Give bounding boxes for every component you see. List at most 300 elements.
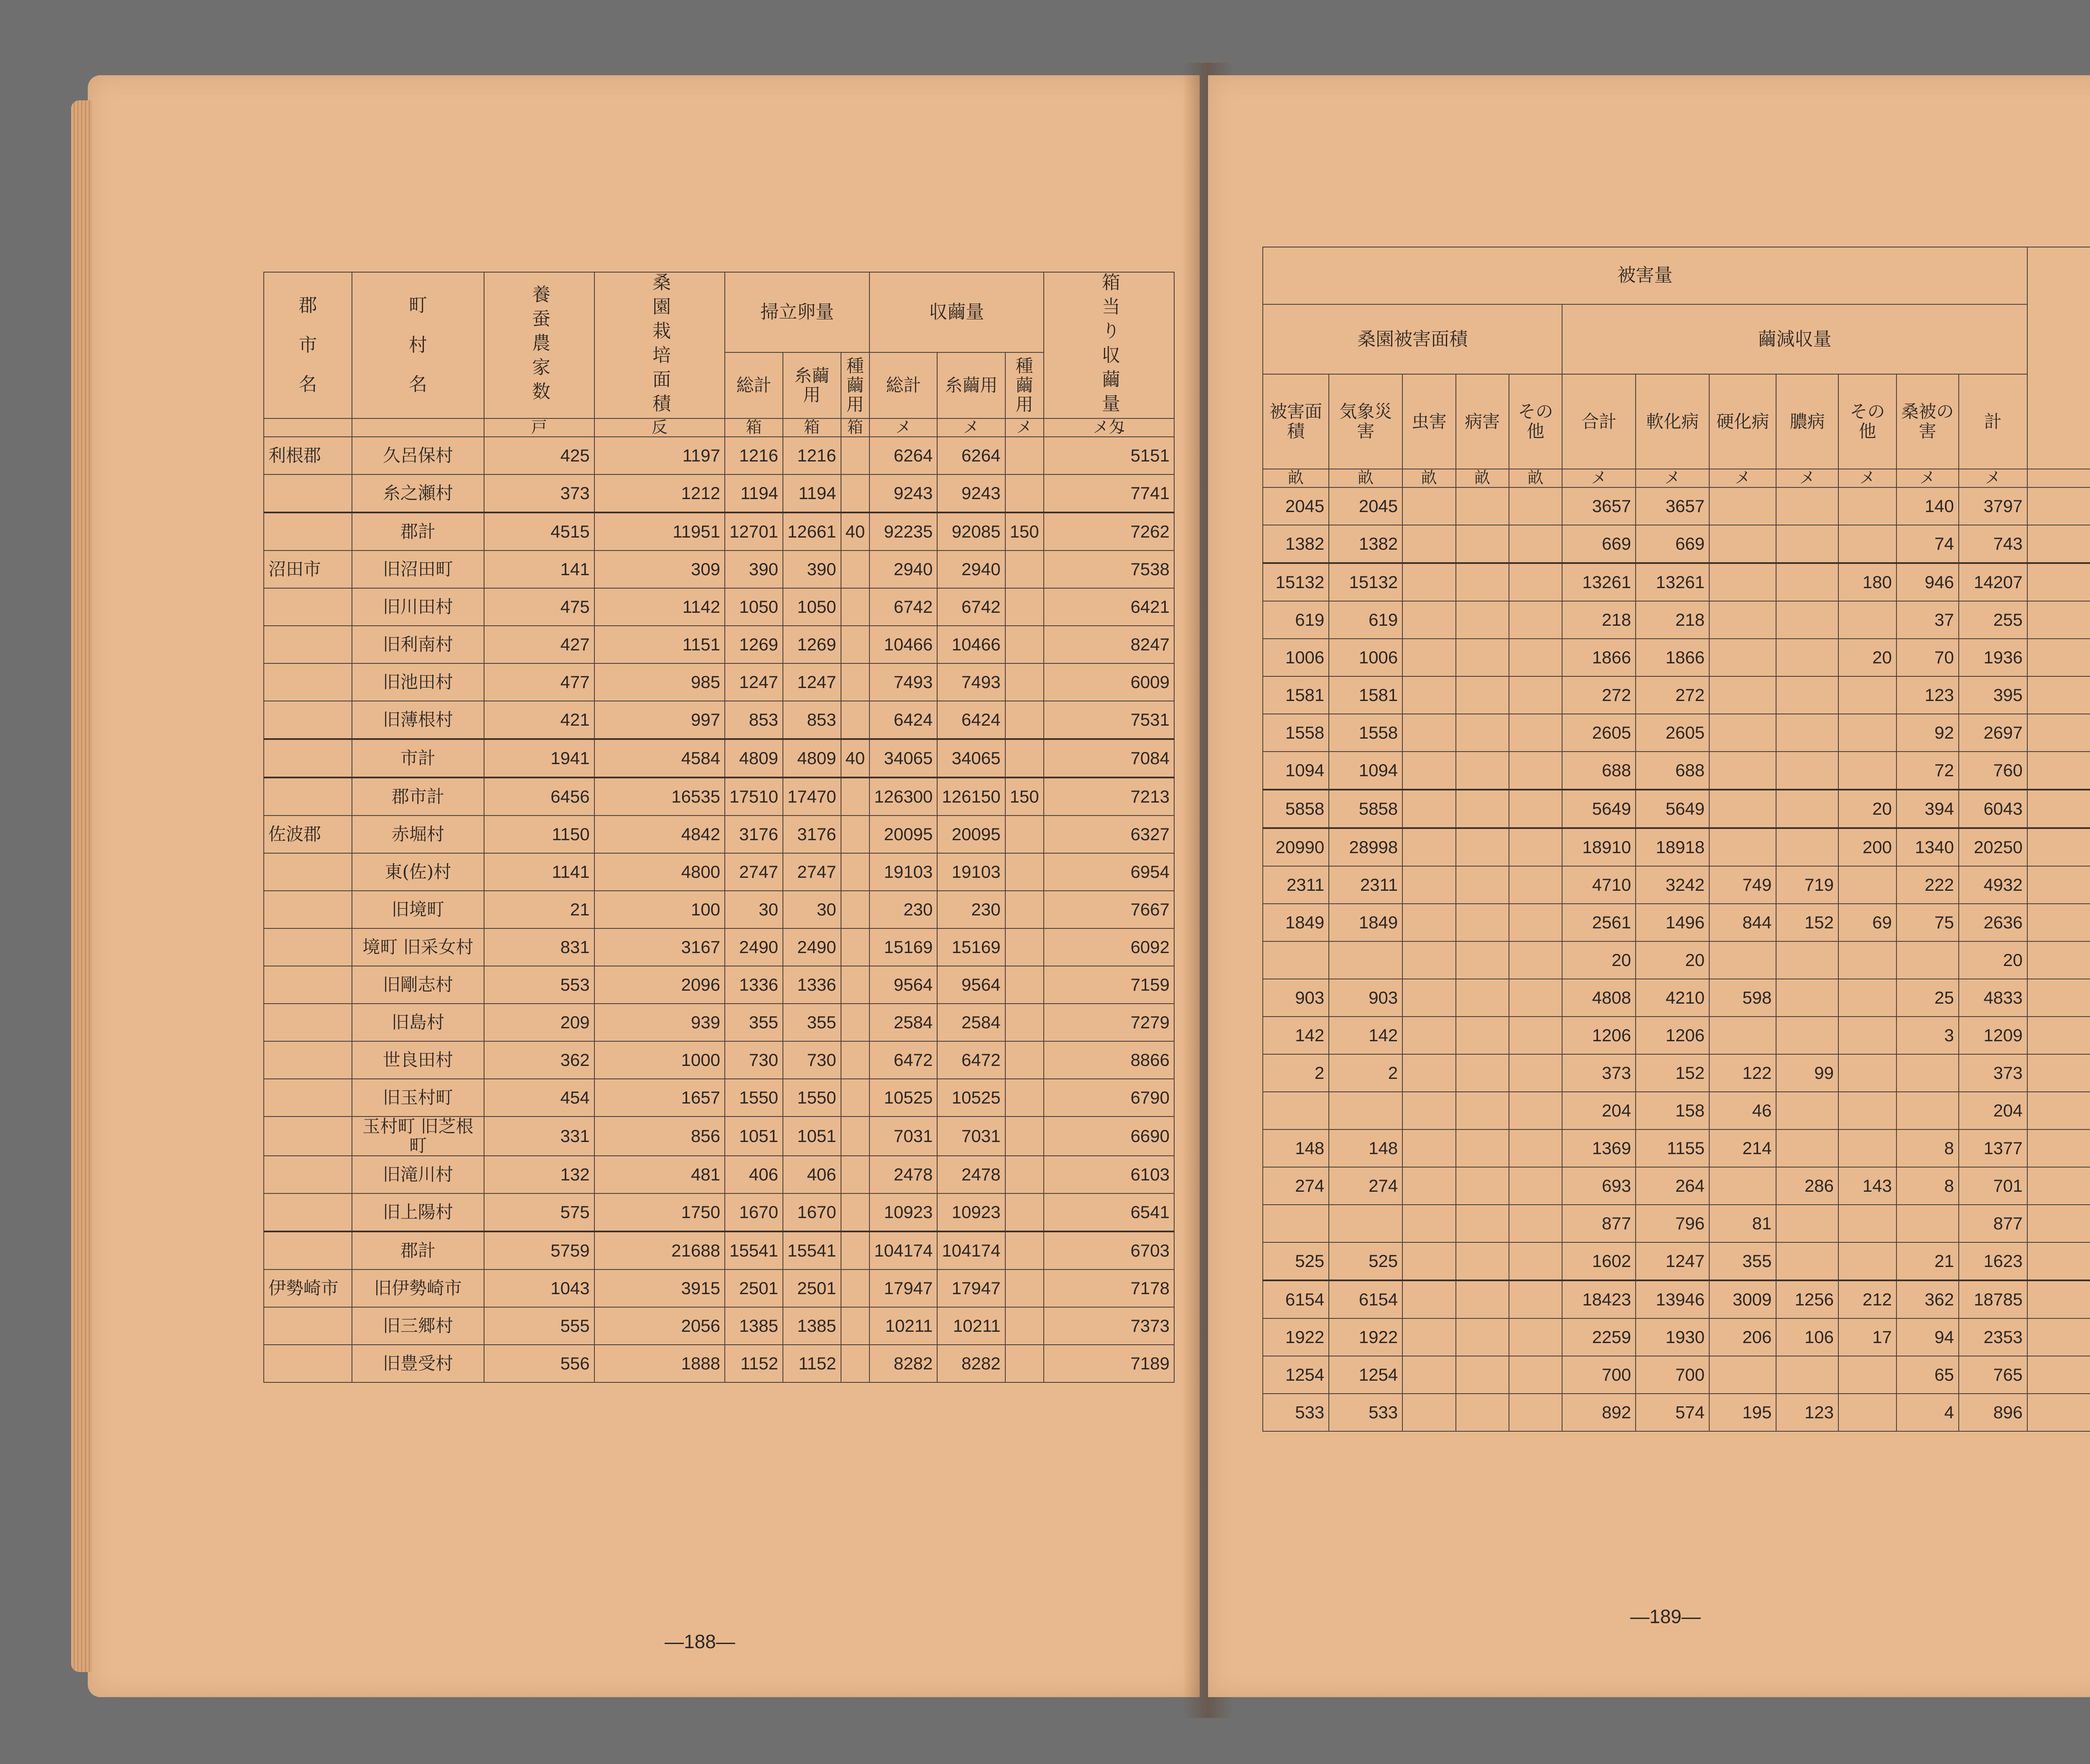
value-cell: 3657 (1636, 487, 1709, 525)
right-page-number: —189— (1630, 1606, 1701, 1627)
name-cell: 旧三郷村 (352, 1307, 484, 1345)
value-cell (1263, 941, 1329, 979)
value-cell: 69 (1838, 904, 1896, 941)
gun-cell (264, 1117, 352, 1156)
value-cell: 1550 (725, 1079, 783, 1117)
value-cell: 2697 (1959, 714, 2027, 752)
value-cell: 701 (1959, 1167, 2027, 1205)
table-row (1263, 979, 2090, 1017)
value-cell: 7159 (1044, 966, 1174, 1004)
value-cell: 525 (1263, 1242, 1329, 1280)
value-cell (1509, 1280, 1562, 1318)
value-cell: 390 (783, 551, 841, 588)
table-row (1263, 1280, 2090, 1318)
value-cell (1402, 563, 1455, 601)
value-cell: 1194 (725, 474, 783, 512)
value-cell (1509, 1054, 1562, 1092)
value-cell (1456, 676, 1509, 714)
value-cell (841, 928, 870, 966)
value-cell: 92 (1896, 714, 1959, 752)
header-insect: 虫害 (1402, 374, 1455, 469)
value-cell (2027, 1167, 2090, 1205)
gun-cell (264, 1193, 352, 1231)
value-cell: 700 (1562, 1356, 1636, 1394)
value-cell: 2311 (1263, 866, 1329, 904)
name-cell: 旧境町 (352, 891, 484, 928)
table-row (264, 663, 1174, 701)
value-cell: 6103 (1044, 1156, 1174, 1193)
value-cell: 15541 (725, 1231, 783, 1269)
value-cell: 6742 (869, 588, 937, 626)
value-cell: 475 (484, 588, 594, 626)
value-cell (1402, 1167, 1455, 1205)
value-cell: 46 (1709, 1092, 1776, 1129)
unit-cell: 畝 (1509, 469, 1562, 487)
name-cell: 旧剛志村 (352, 966, 484, 1004)
gun-cell (264, 626, 352, 663)
value-cell: 28998 (1329, 828, 1402, 866)
value-cell: 1197 (594, 437, 725, 474)
value-cell (1776, 525, 1838, 563)
table-row (1263, 1167, 2090, 1205)
value-cell: 2045 (1263, 487, 1329, 525)
value-cell: 2501 (783, 1269, 841, 1307)
value-cell: 1256 (1776, 1280, 1838, 1318)
value-cell (1838, 676, 1896, 714)
value-cell: 6790 (1044, 1079, 1174, 1117)
value-cell (1402, 525, 1455, 563)
value-cell (2027, 1205, 2090, 1242)
value-cell: 274 (1329, 1167, 1402, 1205)
name-cell: 旧川田村 (352, 588, 484, 626)
value-cell (1263, 1205, 1329, 1242)
value-cell (1709, 752, 1776, 790)
value-cell (841, 701, 870, 739)
name-cell: 糸之瀬村 (352, 474, 484, 512)
value-cell: 15132 (1329, 563, 1402, 601)
value-cell: 6154 (1263, 1280, 1329, 1318)
value-cell (1838, 979, 1896, 1017)
header-households: 養蚕農家数 (484, 272, 594, 418)
value-cell (2027, 752, 2090, 790)
value-cell (1402, 979, 1455, 1017)
value-cell: 946 (1896, 563, 1959, 601)
value-cell: 1936 (1959, 639, 2027, 676)
value-cell: 7493 (937, 663, 1005, 701)
value-cell: 2561 (1562, 904, 1636, 941)
value-cell (1776, 676, 1838, 714)
table-row (264, 853, 1174, 891)
value-cell: 4809 (725, 739, 783, 777)
value-cell (1005, 437, 1044, 474)
value-cell: 406 (725, 1156, 783, 1193)
gun-cell (264, 777, 352, 816)
value-cell: 17947 (937, 1269, 1005, 1307)
value-cell (1776, 1242, 1838, 1280)
value-cell: 1194 (783, 474, 841, 512)
value-cell (841, 588, 870, 626)
value-cell (1456, 1318, 1509, 1356)
value-cell: 1866 (1562, 639, 1636, 676)
value-cell: 21 (484, 891, 594, 928)
value-cell: 126300 (869, 777, 937, 816)
value-cell: 16535 (594, 777, 725, 816)
value-cell (1402, 790, 1455, 828)
value-cell: 20095 (937, 816, 1005, 853)
value-cell: 13261 (1562, 563, 1636, 601)
header-hard: 硬化病 (1709, 374, 1776, 469)
value-cell (1709, 1356, 1776, 1394)
value-cell: 2 (1263, 1054, 1329, 1092)
value-cell: 1657 (594, 1079, 725, 1117)
value-cell: 2 (1329, 1054, 1402, 1092)
value-cell: 8 (1896, 1167, 1959, 1205)
unit-cell: メ (1005, 418, 1044, 437)
value-cell: 152 (1776, 904, 1838, 941)
value-cell: 903 (1329, 979, 1402, 1017)
value-cell (2027, 1356, 2090, 1394)
value-cell: 394 (1896, 790, 1959, 828)
value-cell: 1094 (1329, 752, 1402, 790)
value-cell: 390 (725, 551, 783, 588)
value-cell: 15169 (869, 928, 937, 966)
header-other2: その他 (1838, 374, 1896, 469)
value-cell: 180 (1838, 563, 1896, 601)
value-cell (1402, 752, 1455, 790)
gun-cell: 伊勢崎市 (264, 1269, 352, 1307)
value-cell: 1269 (783, 626, 841, 663)
value-cell: 200 (1838, 828, 1896, 866)
value-cell: 2605 (1562, 714, 1636, 752)
value-cell: 20 (1959, 941, 2027, 979)
value-cell: 355 (725, 1004, 783, 1041)
value-cell: 72 (1896, 752, 1959, 790)
value-cell: 74 (1896, 525, 1959, 563)
value-cell (1776, 1129, 1838, 1167)
value-cell (1709, 525, 1776, 563)
value-cell: 18785 (1959, 1280, 2027, 1318)
value-cell: 760 (1959, 752, 2027, 790)
header-disease: 病害 (1456, 374, 1509, 469)
value-cell: 6264 (937, 437, 1005, 474)
value-cell: 2584 (869, 1004, 937, 1041)
value-cell: 619 (1263, 601, 1329, 639)
value-cell: 1206 (1562, 1017, 1636, 1054)
table-row (1263, 1318, 2090, 1356)
table-row (264, 437, 1174, 474)
value-cell (1402, 941, 1455, 979)
value-cell: 4584 (594, 739, 725, 777)
header-eggs-silk: 糸繭用 (783, 352, 841, 418)
value-cell: 13261 (1636, 563, 1709, 601)
value-cell (1838, 714, 1896, 752)
value-cell: 9564 (869, 966, 937, 1004)
header-eggs-seed: 種繭用 (841, 352, 870, 418)
value-cell (1005, 816, 1044, 853)
value-cell (1005, 891, 1044, 928)
value-cell (841, 1041, 870, 1079)
unit-cell: メ匁 (1044, 418, 1174, 437)
value-cell: 481 (594, 1156, 725, 1193)
value-cell: 40 (841, 739, 870, 777)
table-row (264, 966, 1174, 1004)
value-cell: 7189 (1044, 1345, 1174, 1382)
value-cell: 5759 (484, 1231, 594, 1269)
value-cell: 6742 (937, 588, 1005, 626)
table-row (1263, 1356, 2090, 1394)
value-cell: 669 (1636, 525, 1709, 563)
value-cell: 21688 (594, 1231, 725, 1269)
value-cell (2027, 676, 2090, 714)
value-cell: 8866 (1044, 1041, 1174, 1079)
value-cell: 1050 (783, 588, 841, 626)
value-cell (1402, 1242, 1455, 1280)
value-cell (1838, 1394, 1896, 1431)
value-cell (1402, 601, 1455, 639)
value-cell: 148 (1329, 1129, 1402, 1167)
value-cell: 3176 (783, 816, 841, 853)
table-row (264, 551, 1174, 588)
value-cell: 997 (594, 701, 725, 739)
left-page-number: —188— (665, 1631, 735, 1652)
table-row (264, 626, 1174, 663)
value-cell (841, 437, 870, 474)
value-cell (1005, 588, 1044, 626)
value-cell: 309 (594, 551, 725, 588)
value-cell (1509, 487, 1562, 525)
value-cell: 1151 (594, 626, 725, 663)
gun-cell (264, 588, 352, 626)
unit-cell: 畝 (1402, 469, 1455, 487)
table-row (264, 1156, 1174, 1193)
value-cell (1456, 1394, 1509, 1431)
value-cell: 65 (1896, 1356, 1959, 1394)
value-cell (841, 1269, 870, 1307)
value-cell (1456, 1167, 1509, 1205)
value-cell: 34065 (937, 739, 1005, 777)
value-cell (1709, 676, 1776, 714)
value-cell: 272 (1562, 676, 1636, 714)
value-cell: 18423 (1562, 1280, 1636, 1318)
value-cell: 1849 (1263, 904, 1329, 941)
table-row (264, 1041, 1174, 1079)
value-cell: 1849 (1329, 904, 1402, 941)
value-cell: 7213 (1044, 777, 1174, 816)
value-cell (1509, 676, 1562, 714)
value-cell: 20 (1838, 639, 1896, 676)
value-cell: 853 (725, 701, 783, 739)
value-cell: 7667 (1044, 891, 1174, 928)
value-cell: 7262 (1044, 512, 1174, 551)
gun-cell (264, 1231, 352, 1269)
value-cell: 362 (484, 1041, 594, 1079)
value-cell: 985 (594, 663, 725, 701)
value-cell (1838, 525, 1896, 563)
value-cell: 8 (1896, 1129, 1959, 1167)
right-table (1262, 247, 2090, 1432)
value-cell (1776, 601, 1838, 639)
value-cell: 1206 (1636, 1017, 1709, 1054)
gun-cell (264, 891, 352, 928)
value-cell (1709, 828, 1776, 866)
value-cell (2027, 904, 2090, 941)
value-cell: 148 (1263, 1129, 1329, 1167)
value-cell: 1558 (1263, 714, 1329, 752)
table-row (1263, 1242, 2090, 1280)
table-row (264, 1117, 1174, 1156)
value-cell: 2940 (869, 551, 937, 588)
unit-cell: メ (869, 418, 937, 437)
value-cell: 20095 (869, 816, 937, 853)
header-cho: 町 村 名 (352, 272, 484, 418)
value-cell (841, 816, 870, 853)
value-cell: 40 (841, 512, 870, 551)
value-cell (1456, 1205, 1509, 1242)
value-cell: 331 (484, 1117, 594, 1156)
name-cell: 旧伊勢崎市 (352, 1269, 484, 1307)
value-cell: 6009 (1044, 663, 1174, 701)
value-cell: 2501 (725, 1269, 783, 1307)
value-cell (1509, 752, 1562, 790)
value-cell: 150 (1005, 512, 1044, 551)
value-cell (1896, 941, 1959, 979)
value-cell: 454 (484, 1079, 594, 1117)
value-cell: 20 (1838, 790, 1896, 828)
value-cell: 2747 (725, 853, 783, 891)
value-cell: 1006 (1263, 639, 1329, 676)
value-cell (841, 891, 870, 928)
value-cell (1456, 828, 1509, 866)
value-cell: 1750 (594, 1193, 725, 1231)
value-cell (841, 777, 870, 816)
value-cell (2027, 601, 2090, 639)
value-cell: 230 (869, 891, 937, 928)
value-cell: 274 (1263, 1167, 1329, 1205)
value-cell: 104174 (869, 1231, 937, 1269)
open-book (88, 63, 2090, 1718)
value-cell (1329, 1092, 1402, 1129)
unit-cell: メ (1776, 469, 1838, 487)
units-row (264, 418, 1174, 437)
value-cell (1005, 1307, 1044, 1345)
value-cell: 1000 (594, 1041, 725, 1079)
value-cell (1509, 941, 1562, 979)
gun-cell: 佐波郡 (264, 816, 352, 853)
value-cell: 1094 (1263, 752, 1329, 790)
value-cell (1005, 626, 1044, 663)
value-cell: 143 (1838, 1167, 1896, 1205)
header-cocoon: 収繭量 (869, 272, 1043, 352)
value-cell: 7531 (1044, 701, 1174, 739)
value-cell (1005, 1231, 1044, 1269)
value-cell: 17470 (783, 777, 841, 816)
value-cell: 2311 (1329, 866, 1402, 904)
value-cell: 6703 (1044, 1231, 1174, 1269)
table-row (1263, 1205, 2090, 1242)
value-cell: 6154 (1329, 1280, 1402, 1318)
value-cell (1402, 1394, 1455, 1431)
value-cell (1402, 904, 1455, 941)
value-cell: 17947 (869, 1269, 937, 1307)
value-cell (1456, 752, 1509, 790)
table-row (1263, 828, 2090, 866)
value-cell: 4710 (1562, 866, 1636, 904)
value-cell (1402, 1017, 1455, 1054)
value-cell: 7178 (1044, 1269, 1174, 1307)
value-cell (1509, 828, 1562, 866)
gun-cell (264, 928, 352, 966)
value-cell (1509, 1092, 1562, 1129)
value-cell (1709, 790, 1776, 828)
right-page (1208, 75, 2090, 1697)
value-cell: 700 (1636, 1356, 1709, 1394)
value-cell: 152 (1636, 1054, 1709, 1092)
value-cell (1776, 828, 1838, 866)
table-row (264, 891, 1174, 928)
unit-cell: 箱 (783, 418, 841, 437)
header-mulberry-damage: 桑被の害 (1896, 374, 1959, 469)
value-cell (1776, 714, 1838, 752)
value-cell: 2353 (1959, 1318, 2027, 1356)
value-cell: 425 (484, 437, 594, 474)
value-cell: 94 (1896, 1318, 1959, 1356)
value-cell: 1941 (484, 739, 594, 777)
value-cell: 15132 (1263, 563, 1329, 601)
value-cell: 10525 (869, 1079, 937, 1117)
value-cell (1005, 474, 1044, 512)
value-cell: 2096 (594, 966, 725, 1004)
value-cell: 533 (1263, 1394, 1329, 1431)
value-cell (1709, 563, 1776, 601)
value-cell: 6954 (1044, 853, 1174, 891)
value-cell: 1247 (1636, 1242, 1709, 1280)
value-cell: 427 (484, 626, 594, 663)
value-cell (1329, 941, 1402, 979)
value-cell: 104174 (937, 1231, 1005, 1269)
value-cell: 123 (1896, 676, 1959, 714)
value-cell: 796 (1636, 1205, 1709, 1242)
header-soft: 軟化病 (1636, 374, 1709, 469)
value-cell: 2490 (783, 928, 841, 966)
unit-cell: 畝 (1263, 469, 1329, 487)
value-cell (1456, 979, 1509, 1017)
table-row (1263, 601, 2090, 639)
value-cell (1005, 853, 1044, 891)
value-cell: 10211 (869, 1307, 937, 1345)
gun-cell (264, 1156, 352, 1193)
value-cell (1456, 1092, 1509, 1129)
value-cell (1005, 739, 1044, 777)
value-cell: 1382 (1329, 525, 1402, 563)
table-row (1263, 487, 2090, 525)
gun-cell (264, 701, 352, 739)
value-cell: 355 (783, 1004, 841, 1041)
value-cell: 5151 (1044, 437, 1174, 474)
value-cell: 3242 (1636, 866, 1709, 904)
value-cell: 255 (1959, 601, 2027, 639)
gun-cell (264, 474, 352, 512)
value-cell: 7493 (869, 663, 937, 701)
value-cell (2027, 1318, 2090, 1356)
table-row (1263, 714, 2090, 752)
value-cell (1509, 1017, 1562, 1054)
table-row (1263, 563, 2090, 601)
value-cell (1402, 676, 1455, 714)
value-cell: 7538 (1044, 551, 1174, 588)
value-cell (1838, 1092, 1896, 1129)
value-cell (1509, 1129, 1562, 1167)
value-cell (1776, 1205, 1838, 1242)
